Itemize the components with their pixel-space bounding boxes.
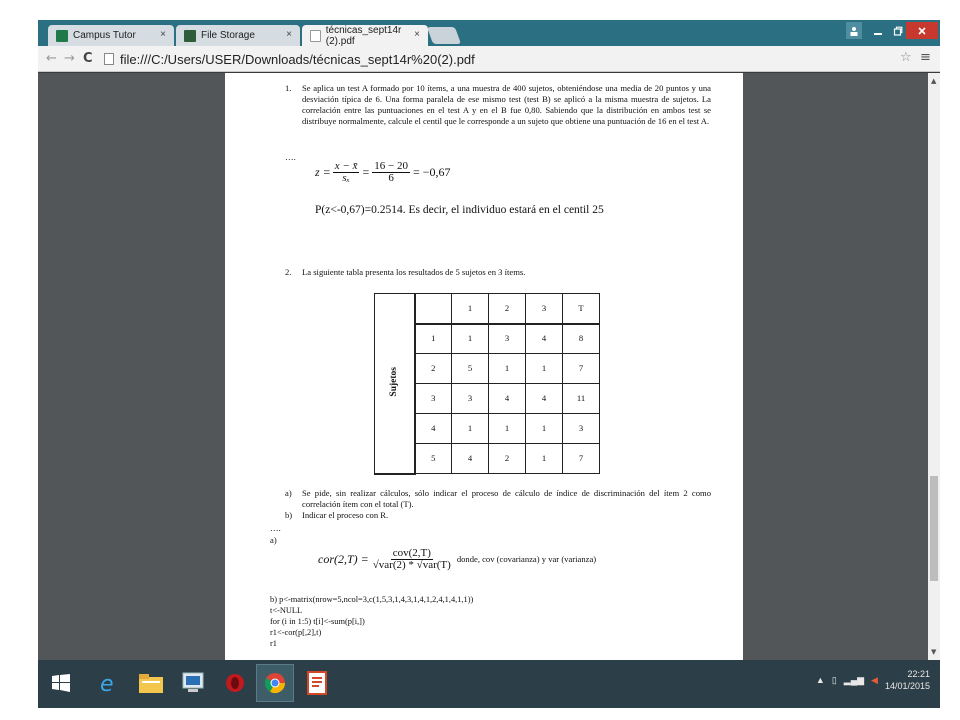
- table-cell: 8: [563, 324, 600, 354]
- table-cell: 1: [526, 354, 563, 384]
- table-header-cell: [415, 294, 452, 324]
- tab-file-storage[interactable]: [176, 25, 300, 46]
- table-cell: 3: [563, 414, 600, 444]
- z-result: = −0,67: [412, 165, 451, 179]
- forward-arrow-icon[interactable]: →: [64, 51, 75, 66]
- scroll-down-icon[interactable]: ▼: [931, 648, 937, 656]
- table-cell: 1: [489, 354, 526, 384]
- table-cell: 7: [563, 444, 600, 474]
- table-cell: 7: [563, 354, 600, 384]
- signal-bars-icon[interactable]: ▂▄▆: [843, 674, 865, 685]
- z-formula: [315, 161, 451, 184]
- table-header-cell: 1: [452, 294, 489, 324]
- z-equals: =: [362, 165, 370, 179]
- table-cell: 5: [415, 444, 452, 474]
- qb-text: Indicar el proceso con R.: [302, 510, 389, 520]
- table-cell: 1: [526, 444, 563, 474]
- tab-label: File Storage: [201, 30, 255, 41]
- q2-number: 2.: [285, 267, 292, 277]
- table-cell: 4: [489, 384, 526, 414]
- code-line: r1: [270, 639, 277, 648]
- clock-time: 22:21: [907, 669, 930, 679]
- table-cell: 5: [452, 354, 489, 384]
- pdf-page-favicon: [310, 30, 321, 42]
- internet-explorer-icon[interactable]: [90, 664, 128, 702]
- close-window-button[interactable]: [906, 22, 938, 39]
- opera-icon[interactable]: [216, 664, 254, 702]
- cor-fraction: [373, 548, 451, 571]
- subjects-items-table: [374, 293, 600, 475]
- table-cell: 1: [415, 324, 452, 354]
- table-cell: 1: [526, 414, 563, 444]
- answer-a-label: a): [270, 535, 277, 545]
- reload-icon[interactable]: C: [83, 51, 93, 66]
- scrollbar-thumb[interactable]: [930, 476, 938, 581]
- code-line: b) p<-matrix(nrow=5,ncol=3,c(1,5,3,1,4,3,1,4,1,2,4,1,4,1,1)): [270, 595, 474, 604]
- table-cell: 4: [526, 324, 563, 354]
- cor-numerator: cov(2,T): [392, 547, 431, 559]
- campus-tutor-favicon: [56, 30, 68, 42]
- z-den-2: 6: [388, 172, 394, 184]
- z-fraction-2: [372, 161, 410, 184]
- table-cell: 3: [489, 324, 526, 354]
- menu-hamburger-icon[interactable]: ≡: [920, 50, 931, 65]
- correlation-formula: [318, 548, 596, 571]
- tab-close-icon[interactable]: ×: [414, 29, 420, 40]
- z-fraction-1: [333, 161, 360, 184]
- remote-desktop-icon[interactable]: [174, 664, 212, 702]
- svg-text:e: e: [100, 672, 114, 695]
- qa-text: Se pide, sin realizar cálculos, sólo indicar el proceso de cálculo de índice de discriminación del ítem 2 como correlación ítem con el total (T).: [302, 488, 711, 509]
- table-header-cell: 3: [526, 294, 563, 324]
- tab-label: técnicas_sept14r (2).pdf: [325, 24, 402, 47]
- qb-label: b): [285, 510, 293, 520]
- table-side-cell: [375, 294, 415, 474]
- pdf-page: [225, 73, 743, 660]
- pdf-viewer: [38, 73, 940, 660]
- code-line: t<-NULL: [270, 606, 303, 615]
- desktop-screen: [38, 20, 940, 708]
- table-cell: 2: [489, 444, 526, 474]
- scroll-up-icon[interactable]: ▲: [931, 77, 937, 85]
- q1-text: Se aplica un test A formado por 10 ítems, a una muestra de 400 sujetos, obteniéndose una media de 20 puntos y una desviación típica de 6. Una forma paralela de ese mismo test (test B) se aplicó a la misma muestra de sujetos. La correlación entre las puntuaciones en el test A y en el B fue 0,80. Sabiendo que la distribución en ambos test se distribuye normalmente, calcule el centil que le corresponde a un sujeto que obtiene una puntuación de 16 en el test A.: [302, 83, 711, 126]
- system-tray: [816, 668, 930, 692]
- address-text: file:///C:/Users/USER/Downloads/técnicas_sept14r%20(2).pdf: [120, 51, 475, 67]
- code-line: r1<-cor(p[,2],t): [270, 628, 322, 637]
- tab-close-icon[interactable]: ×: [286, 29, 292, 40]
- q1-answer: P(z<-0,67)=0.2514. Es decir, el individuo estará en el centil 25: [315, 204, 604, 216]
- page-icon: [104, 53, 114, 65]
- file-explorer-icon[interactable]: [132, 664, 170, 702]
- q2-text: La siguiente tabla presenta los resultados de 5 sujetos en 3 ítems.: [302, 267, 526, 277]
- table-cell: 4: [452, 444, 489, 474]
- restore-button[interactable]: [889, 22, 907, 39]
- vertical-scrollbar[interactable]: [928, 73, 940, 660]
- z-num-2: 16 − 20: [374, 160, 408, 172]
- tab-campus-tutor[interactable]: [48, 25, 174, 46]
- table-cell: 4: [415, 414, 452, 444]
- cor-lhs: cor(2,T) =: [318, 552, 369, 566]
- ellipsis: ….: [270, 523, 281, 533]
- minimize-button[interactable]: [868, 22, 888, 39]
- table-cell: 11: [563, 384, 600, 414]
- browser-title-bar: [38, 20, 940, 46]
- z-num-1: x − x̄: [334, 160, 358, 172]
- table-header-cell: 2: [489, 294, 526, 324]
- tab-pdf-document[interactable]: [302, 25, 428, 46]
- table-cell: 1: [452, 414, 489, 444]
- table-cell: 3: [452, 384, 489, 414]
- user-profile-icon[interactable]: [846, 22, 862, 39]
- cor-denominator: √var(2) * √var(T): [372, 559, 451, 571]
- z-lhs: z =: [315, 165, 331, 179]
- table-cell: 1: [489, 414, 526, 444]
- clock-date: 14/01/2015: [884, 681, 930, 691]
- new-tab-button[interactable]: [427, 27, 461, 44]
- table-cell: 1: [452, 324, 489, 354]
- clock[interactable]: [885, 668, 930, 692]
- start-icon[interactable]: [42, 664, 80, 702]
- q1-number: 1.: [285, 83, 292, 93]
- table-cell: 3: [415, 384, 452, 414]
- bookmark-star-icon[interactable]: ☆: [900, 50, 912, 65]
- back-arrow-icon[interactable]: ←: [46, 51, 57, 66]
- volume-muted-icon[interactable]: ◀: [871, 674, 878, 685]
- powerpoint-icon[interactable]: [298, 664, 336, 702]
- address-bar[interactable]: [104, 49, 916, 69]
- tab-label: Campus Tutor: [73, 30, 136, 41]
- table-cell: 2: [415, 354, 452, 384]
- browser-toolbar: [38, 46, 940, 72]
- chrome-icon[interactable]: [256, 664, 294, 702]
- table-side-label: Sujetos: [388, 366, 399, 397]
- network-device-icon[interactable]: ▯: [831, 674, 837, 685]
- windows-taskbar: [38, 660, 940, 708]
- table-cell: 4: [526, 384, 563, 414]
- show-hidden-icons-icon[interactable]: ▲: [815, 675, 825, 685]
- table-header-cell: T: [563, 294, 600, 324]
- qa-label: a): [285, 488, 292, 498]
- cor-note: donde, cov (covarianza) y var (varianza): [456, 554, 597, 564]
- code-line: for (i in 1:5) t[i]<-sum(p[i,]): [270, 617, 365, 626]
- tab-close-icon[interactable]: ×: [160, 29, 166, 40]
- z-den-1: sₓ: [342, 172, 350, 184]
- file-storage-favicon: [184, 30, 196, 42]
- ellipsis: ….: [285, 152, 296, 162]
